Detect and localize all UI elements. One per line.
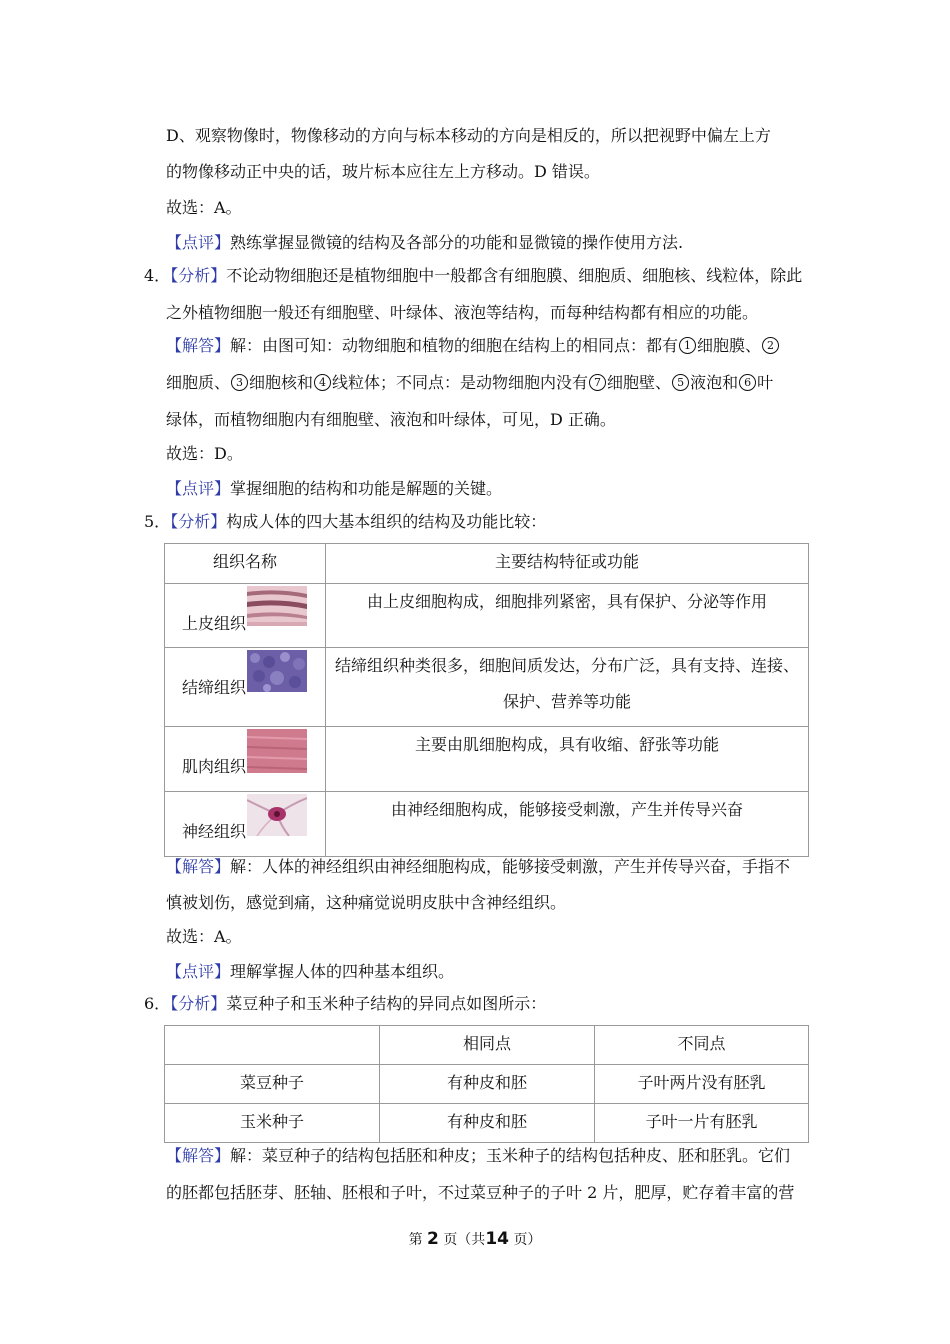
text-line: 的胚都包括胚芽、胚轴、胚根和子叶，不过菜豆种子的子叶 2 片，肥厚，贮存着丰富的营 [166, 1183, 795, 1202]
table-row [165, 648, 809, 727]
tissue-name-cell [165, 727, 326, 792]
answer-text: 细胞壁、 [607, 373, 672, 392]
nerve-image [247, 794, 307, 836]
text-line: 慎被划伤，感觉到痛，这种痛觉说明皮肤中含神经组织。 [166, 893, 567, 912]
tissue-name: 上皮组织 [182, 614, 247, 633]
connective-image [247, 650, 307, 692]
answer-tag: 【解答】 [166, 1146, 231, 1165]
answer-text: 线粒体；不同点：是动物细胞内没有 [332, 373, 589, 392]
text-line: D、观察物像时，物像移动的方向与标本移动的方向是相反的，所以把视野中偏左上方 [166, 126, 771, 145]
analysis-tag: 【分析】 [170, 512, 227, 531]
text-line: 故选：A。 [166, 198, 242, 217]
table-row [165, 792, 809, 857]
table-row [165, 1104, 809, 1143]
circled-number: 5 [672, 374, 689, 391]
footer-suffix: 页） [513, 1232, 542, 1248]
table-cell: 子叶一片有胚乳 [595, 1104, 809, 1143]
tissue-table [164, 543, 809, 857]
review-line [166, 479, 502, 499]
answer-text: 叶 [757, 373, 774, 392]
table-row [165, 584, 809, 648]
total-pages: 14 [485, 1229, 509, 1249]
table-cell: 有种皮和胚 [380, 1104, 595, 1143]
table-cell: 有种皮和胚 [380, 1065, 595, 1104]
tissue-desc-cont: 保护、营养等功能 [502, 692, 631, 711]
analysis-text: 不论动物细胞还是植物细胞中一般都含有细胞膜、细胞质、细胞核、线粒体，除此 [226, 266, 803, 285]
tissue-name: 结缔组织 [182, 678, 247, 697]
table-header: 相同点 [380, 1026, 595, 1065]
q6-answer [166, 1146, 790, 1166]
page-number: 2 [427, 1229, 439, 1249]
circled-number: 7 [589, 374, 606, 391]
answer-text: 解：人体的神经组织由神经细胞构成，能够接受刺激，产生并传导兴奋，手指不 [230, 857, 791, 876]
table-cell: 玉米种子 [165, 1104, 380, 1143]
circled-number: 1 [679, 337, 696, 354]
tissue-desc: 由上皮细胞构成，细胞排列紧密，具有保护、分泌等作用 [326, 584, 809, 648]
circled-number: 6 [739, 374, 756, 391]
epithelial-image [247, 586, 307, 626]
answer-text: 液泡和 [690, 373, 739, 392]
text-line: 故选：D。 [166, 444, 243, 463]
tissue-name: 神经组织 [182, 822, 247, 841]
table-cell: 菜豆种子 [165, 1065, 380, 1104]
tissue-name-cell [165, 584, 326, 648]
analysis-tag: 【分析】 [170, 994, 227, 1013]
page-footer [0, 1229, 950, 1249]
seed-table [164, 1025, 809, 1143]
answer-text: 解：菜豆种子的结构包括胚和种皮；玉米种子的结构包括种皮、胚和胚乳。它们 [230, 1146, 791, 1165]
review-tag: 【点评】 [166, 233, 231, 252]
text-line: 绿体，而植物细胞内有细胞壁、液泡和叶绿体，可见，D 正确。 [166, 410, 616, 429]
answer-tag: 【解答】 [166, 857, 231, 876]
footer-prefix: 第 [408, 1232, 423, 1248]
table-header: 组织名称 [165, 544, 326, 584]
q4-analysis [144, 266, 802, 286]
text-line: 之外植物细胞一般还有细胞壁、叶绿体、液泡等结构，而每种结构都有相应的功能。 [166, 303, 759, 322]
q4-answer-line-1 [166, 336, 780, 356]
review-line [166, 962, 454, 982]
table-cell: 子叶两片没有胚乳 [595, 1065, 809, 1104]
table-header: 主要结构特征或功能 [326, 544, 809, 584]
table-header: 不同点 [595, 1026, 809, 1065]
tissue-name-cell [165, 648, 326, 727]
circled-number: 4 [314, 374, 331, 391]
q5-answer [166, 857, 790, 877]
answer-text: 细胞核和 [249, 373, 314, 392]
tissue-desc: 由神经细胞构成，能够接受刺激，产生并传导兴奋 [326, 792, 809, 857]
question-number: 4． [144, 266, 171, 285]
analysis-text: 菜豆种子和玉米种子结构的异同点如图所示： [226, 994, 547, 1013]
analysis-tag: 【分析】 [170, 266, 227, 285]
answer-tag: 【解答】 [166, 336, 231, 355]
review-line [166, 233, 683, 253]
footer-mid: 页（共 [443, 1232, 486, 1248]
q4-answer-line-2 [166, 373, 773, 393]
tissue-desc: 结缔组织种类很多，细胞间质发达，分布广泛，具有支持、连接、 [334, 656, 799, 675]
circled-number: 3 [231, 374, 248, 391]
answer-text: 细胞膜、 [697, 336, 762, 355]
tissue-name: 肌肉组织 [182, 757, 247, 776]
question-number: 6． [144, 994, 171, 1013]
tissue-name-cell [165, 792, 326, 857]
analysis-text: 构成人体的四大基本组织的结构及功能比较： [226, 512, 547, 531]
review-tag: 【点评】 [166, 479, 231, 498]
circled-number: 2 [762, 337, 779, 354]
tissue-desc: 主要由肌细胞构成，具有收缩、舒张等功能 [326, 727, 809, 792]
table-row [165, 1065, 809, 1104]
review-text: 理解掌握人体的四种基本组织。 [230, 962, 455, 981]
tissue-desc-cell [326, 648, 809, 727]
review-tag: 【点评】 [166, 962, 231, 981]
table-header [165, 1026, 380, 1065]
question-number: 5． [144, 512, 171, 531]
review-text: 掌握细胞的结构和功能是解题的关键。 [230, 479, 503, 498]
text-line: 故选：A。 [166, 927, 242, 946]
q5-analysis [144, 512, 546, 532]
table-row [165, 727, 809, 792]
review-text: 熟练掌握显微镜的结构及各部分的功能和显微镜的操作使用方法. [230, 233, 684, 252]
muscle-image [247, 729, 307, 773]
q6-analysis [144, 994, 546, 1014]
answer-text: 解：由图可知：动物细胞和植物的细胞在结构上的相同点：都有 [230, 336, 679, 355]
text-line: 的物像移动正中央的话，玻片标本应往左上方移动。D 错误。 [166, 162, 600, 181]
answer-text: 细胞质、 [166, 373, 231, 392]
